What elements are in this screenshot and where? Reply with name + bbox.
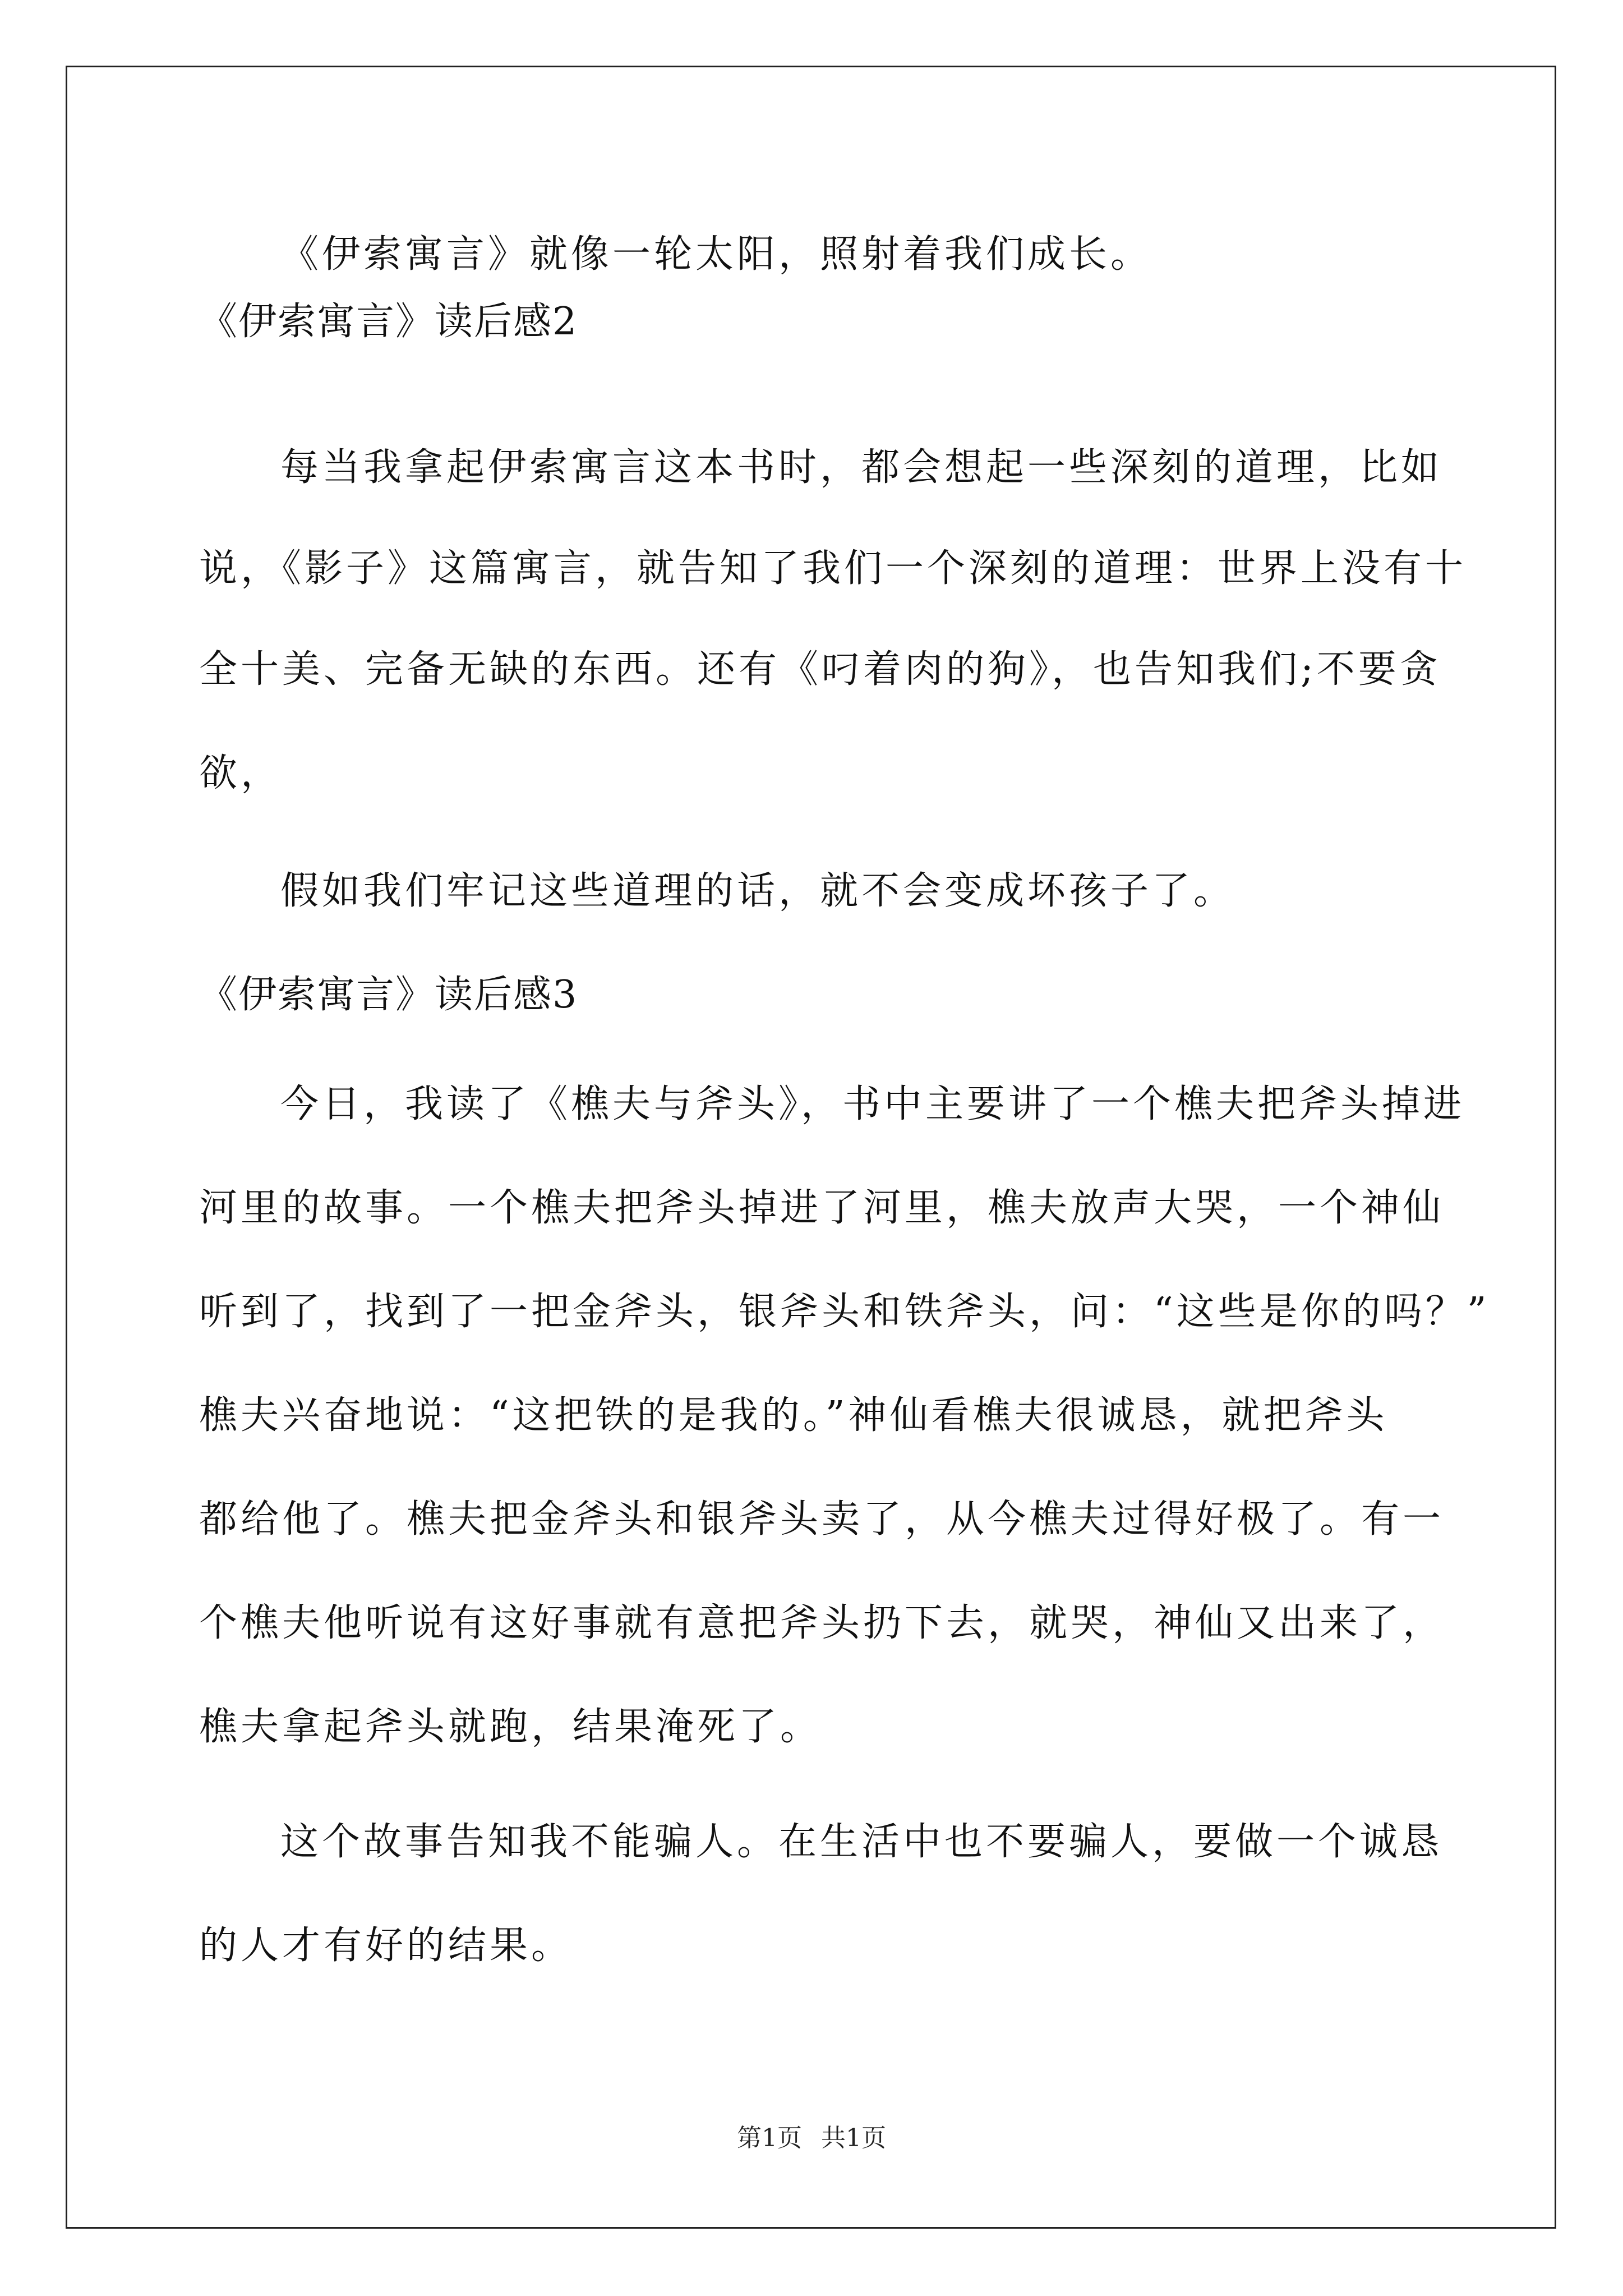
paragraph-line: 每当我拿起伊索寓言这本书时，都会想起一些深刻的道理，比如 (280, 445, 1443, 490)
paragraph-line: 全十美、完备无缺的东西。还有《叼着肉的狗》，也告知我们;不要贪 (199, 647, 1441, 692)
paragraph-line: 樵夫拿起斧头就跑，结果淹死了。 (199, 1705, 822, 1749)
paragraph-line: 听到了，找到了一把金斧头，银斧头和铁斧头，问：“这些是你的吗？” (199, 1290, 1490, 1334)
section-heading: 《伊索寓言》读后感2 (199, 300, 578, 344)
paragraph-line: 今日，我读了《樵夫与斧头》，书中主要讲了一个樵夫把斧头掉进 (280, 1082, 1465, 1126)
paragraph-line: 这个故事告知我不能骗人。在生活中也不要骗人，要做一个诚恳 (280, 1820, 1443, 1864)
section-heading: 《伊索寓言》读后感3 (199, 973, 578, 1017)
page-total: 共1页 (821, 2124, 886, 2152)
paragraph-line: 说，《影子》这篇寓言，就告知了我们一个深刻的道理：世界上没有十 (199, 546, 1467, 591)
paragraph-line: 河里的故事。一个樵夫把斧头掉进了河里，樵夫放声大哭，一个神仙 (199, 1186, 1445, 1230)
paragraph-line: 个樵夫他听说有这好事就有意把斧头扔下去，就哭，神仙又出来了， (199, 1601, 1445, 1645)
paragraph-line: 樵夫兴奋地说：“这把铁的是我的。”神仙看樵夫很诚恳，就把斧头 (199, 1393, 1388, 1438)
paragraph-line: 的人才有好的结果。 (199, 1924, 573, 1968)
paragraph-line: 假如我们牢记这些道理的话，就不会变成坏孩子了。 (280, 869, 1235, 913)
paragraph-line: 《伊索寓言》就像一轮太阳，照射着我们成长。 (280, 232, 1152, 277)
page-footer (0, 2118, 1623, 2154)
paragraph-line: 欲， (199, 751, 283, 795)
page-number: 第1页 (737, 2124, 802, 2152)
paragraph-line: 都给他了。樵夫把金斧头和银斧头卖了，从今樵夫过得好极了。有一 (199, 1497, 1445, 1542)
page-border (66, 66, 1556, 2229)
